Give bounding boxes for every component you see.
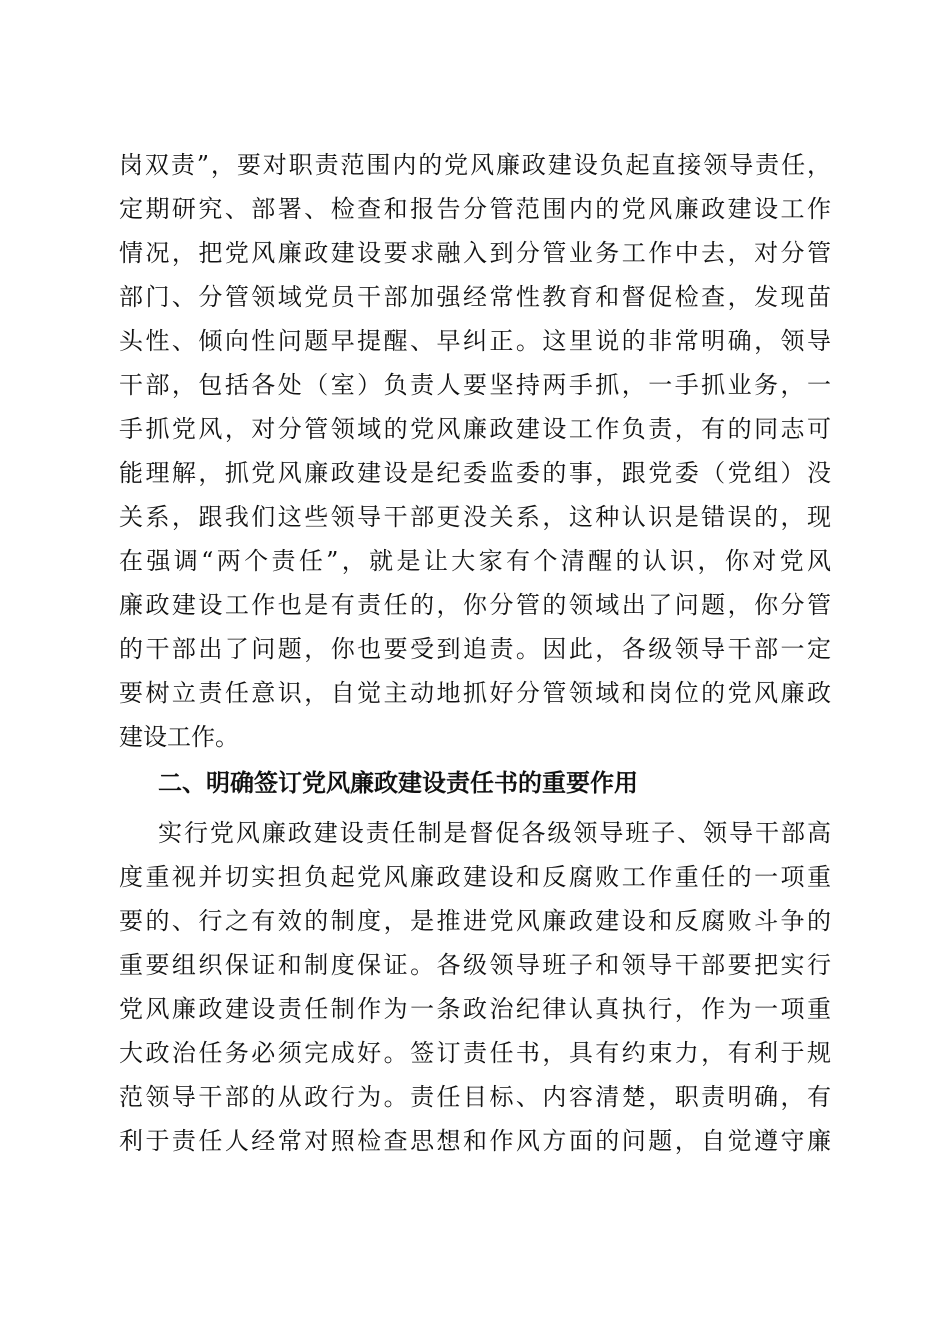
- section-heading: 二、明确签订党风廉政建设责任书的重要作用: [158, 769, 638, 797]
- text-line: 的干部出了问题，你也要受到追责。因此，各级领导干部一定: [119, 635, 831, 663]
- text-line: 建设工作。: [119, 723, 239, 751]
- text-line: 定期研究、部署、检查和报告分管范围内的党风廉政建设工作: [119, 195, 831, 223]
- text-line: 重要组织保证和制度保证。各级领导班子和领导干部要把实行: [119, 951, 831, 979]
- text-line: 大政治任务必须完成好。签订责任书，具有约束力，有利于规: [119, 1039, 831, 1067]
- text-line: 关系，跟我们这些领导干部更没关系，这种认识是错误的，现: [119, 503, 831, 531]
- text-line: 手抓党风，对分管领域的党风廉政建设工作负责，有的同志可: [119, 415, 831, 443]
- text-line: 能理解，抓党风廉政建设是纪委监委的事，跟党委（党组）没: [119, 459, 831, 487]
- text-line: 部门、分管领域党员干部加强经常性教育和督促检查，发现苗: [119, 283, 831, 311]
- text-line: 度重视并切实担负起党风廉政建设和反腐败工作重任的一项重: [119, 863, 831, 891]
- text-line: 廉政建设工作也是有责任的，你分管的领域出了问题，你分管: [119, 591, 831, 619]
- text-line: 要树立责任意识，自觉主动地抓好分管领域和岗位的党风廉政: [119, 679, 831, 707]
- text-line: 岗双责”，要对职责范围内的党风廉政建设负起直接领导责任，: [119, 151, 831, 179]
- text-line: 党风廉政建设责任制作为一条政治纪律认真执行，作为一项重: [119, 995, 831, 1023]
- text-line: 在强调“两个责任”，就是让大家有个清醒的认识，你对党风: [119, 547, 831, 575]
- text-line: 情况，把党风廉政建设要求融入到分管业务工作中去，对分管: [119, 239, 831, 267]
- text-line: 头性、倾向性问题早提醒、早纠正。这里说的非常明确，领导: [119, 327, 831, 355]
- text-line: 干部，包括各处（室）负责人要坚持两手抓，一手抓业务，一: [119, 371, 831, 399]
- text-line: 要的、行之有效的制度，是推进党风廉政建设和反腐败斗争的: [119, 907, 831, 935]
- text-line: 利于责任人经常对照检查思想和作风方面的问题，自觉遵守廉: [119, 1127, 831, 1155]
- text-line: 范领导干部的从政行为。责任目标、内容清楚，职责明确，有: [119, 1083, 831, 1111]
- text-line: 实行党风廉政建设责任制是督促各级领导班子、领导干部高: [158, 819, 831, 847]
